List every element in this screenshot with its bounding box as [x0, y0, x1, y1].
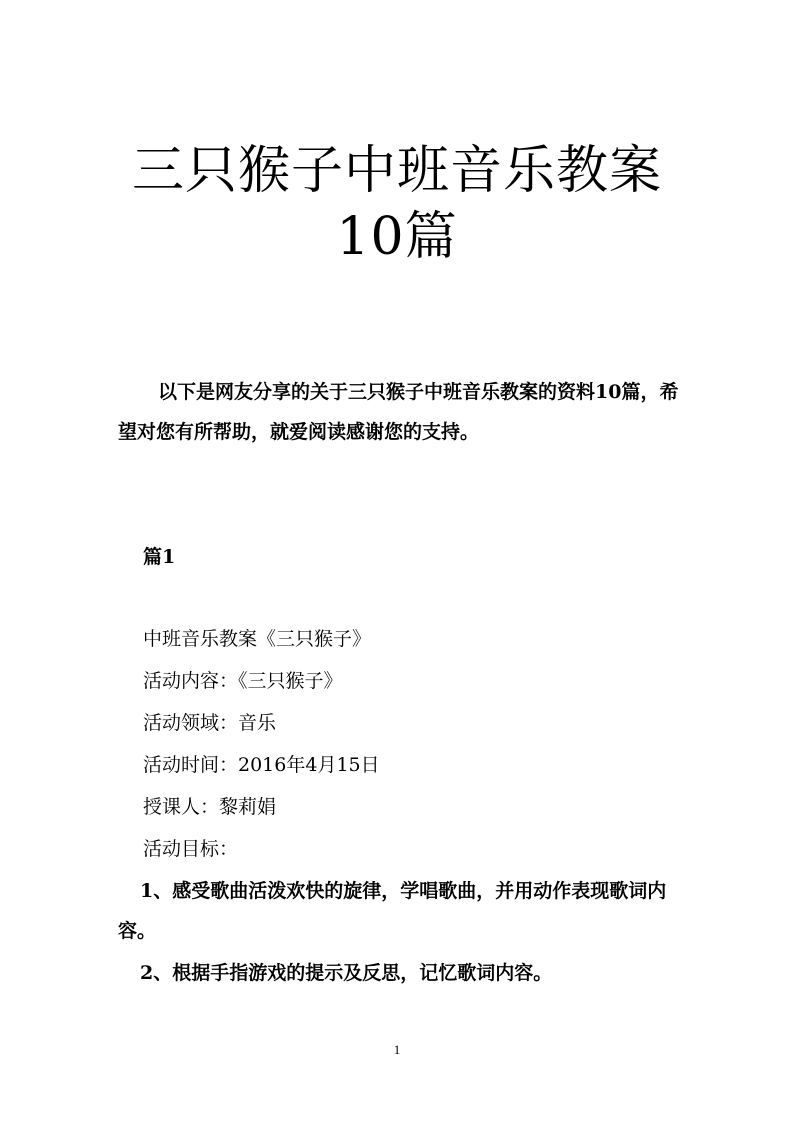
goal-item: 2、根据手指游戏的提示及反思，记忆歌词内容。 — [140, 962, 553, 984]
goals-label: 活动目标： — [143, 838, 239, 860]
intro-paragraph: 以下是网友分享的关于三只猴子中班音乐教案的资料10篇，希望对您有所帮助，就爱阅读感谢您的支持。 — [118, 381, 679, 443]
document-title: 三只猴子中班音乐教案10篇 — [131, 141, 662, 267]
activity-domain: 活动领域：音乐 — [143, 712, 277, 734]
page-number: 1 — [393, 1042, 401, 1057]
goal-item: 1、感受歌曲活泼欢快的旋律，学唱歌曲，并用动作表现歌词内容。 — [118, 880, 667, 942]
activity-content: 活动内容：《三只猴子》 — [143, 670, 343, 692]
lesson-title: 中班音乐教案《三只猴子》 — [143, 628, 372, 650]
activity-time: 活动时间：2016年4月15日 — [143, 754, 380, 776]
teacher: 授课人：黎莉娟 — [143, 796, 277, 818]
section-heading: 篇1 — [143, 546, 176, 568]
